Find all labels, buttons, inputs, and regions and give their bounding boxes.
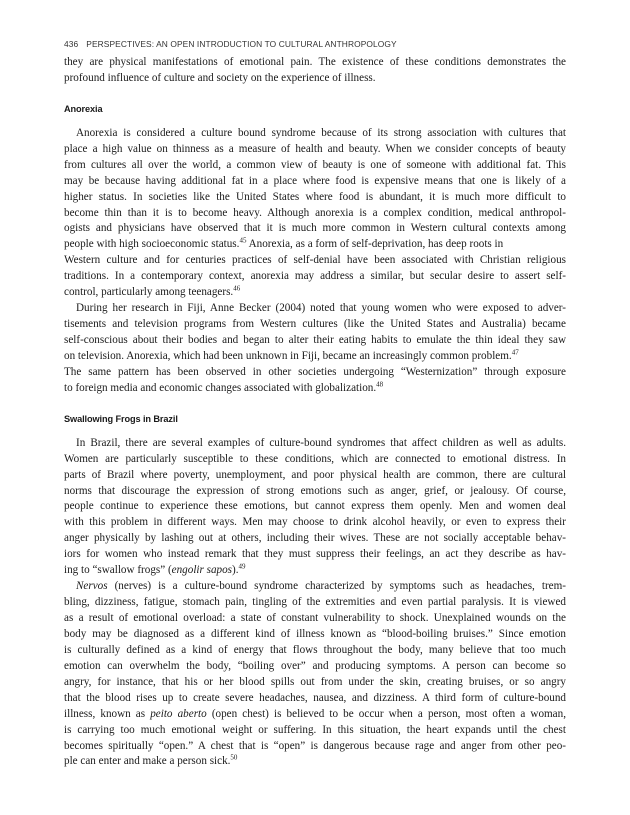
text-run: Anorexia, as a form of self-deprivation, has deep roots in (246, 238, 504, 251)
text-line: from cultures all over the world, a common view of beauty is one of someone with additional fat. This (64, 158, 566, 171)
text-run: ing to “swallow frogs” ( (64, 564, 172, 577)
running-title: PERSPECTIVES: AN OPEN INTRODUCTION TO CULTURAL ANTHROPOLOGY (86, 39, 397, 49)
text-line (64, 707, 566, 723)
page-number: 436 (64, 39, 79, 49)
text-line: During her research in Fiji, Anne Becker (2004) noted that young women who were exposed to adver- (76, 302, 566, 315)
text-run: (nerves) is a culture-bound syndrome characterized by symptoms such as headaches, trem- (107, 580, 566, 593)
text-run: (open chest) is believed to be occur when a person, most often a woman, (206, 707, 566, 720)
text-line: In Brazil, there are several examples of culture-bound syndromes that affect children as well as adults. (76, 436, 566, 449)
footnote-ref: 49 (238, 562, 246, 571)
text-line: profound influence of culture and society on the experience of illness. (64, 71, 376, 84)
text-line: become thin than it is to become heavy. Although anorexia is a complex condition, medical anthropol- (64, 206, 566, 219)
text-line: may be because having additional fat in a place where food is expensive means that one is likely of a (64, 174, 566, 187)
text-line: emotion can overwhelm the body, “boiling over” and producing symptoms. A person can become so (64, 659, 566, 672)
text-line (64, 381, 566, 397)
text-line: body may be diagnosed as a different kind of illness known as “blood-boiling bruises.” Since emotion (64, 627, 566, 640)
text-line: norms that discourage the expression of strong emotions such as anger, grief, or jealousy. Of course, (64, 484, 566, 497)
text-line: as a result of emotional overload: a state of constant vulnerability to shock. Unexplained wounds on the (64, 612, 566, 624)
text-line: Anorexia is considered a culture bound syndrome because of its strong association with cultures that (76, 126, 566, 139)
section-heading-anorexia: Anorexia (64, 103, 103, 114)
italic-term: peito aberto (150, 707, 207, 720)
text-line: ogists and physicians have observed that it is much more common in Western cultural contexts among (64, 222, 566, 235)
text-line: place a high value on thinness as a measure of health and beauty. When we consider concepts of beauty (64, 142, 566, 155)
text-line: people continue to experience these emotions, but cannot express them openly. Men and women deal (64, 500, 566, 513)
text-line (64, 285, 566, 301)
italic-term: engolir sapos (171, 564, 233, 577)
text-line: angry, for instance, that his or her blood spills out from under the skin, creating bruises, or so angry (64, 675, 566, 688)
text-line: bling, dizziness, fatigue, stomach pain, tingling of the extremities and even partial paralysis. It is viewed (64, 596, 566, 609)
text-run: on television. Anorexia, which had been unknown in Fiji, became an increasingly common problem. (64, 349, 512, 362)
text-line (64, 579, 566, 595)
footnote-ref: 47 (511, 348, 519, 357)
section-heading-swallowing-frogs: Swallowing Frogs in Brazil (64, 413, 178, 424)
text-line: higher status. In societies like the United States where food is abundant, it is much more difficult to (64, 190, 566, 203)
text-line: self-conscious about their bodies and began to alter their eating habits to emulate the thin ideal they saw (64, 334, 566, 346)
text-line: they are physical manifestations of emotional pain. The existence of these conditions demonstrates the (64, 56, 566, 68)
text-run: ple can enter and make a person sick. (64, 755, 231, 768)
text-line (64, 563, 566, 579)
text-line: becomes spiritually “open.” A chest that is “open” is dangerous because rage and anger from other peo- (64, 739, 566, 752)
text-line: is carrying too much emotional weight or suffering. In this situation, the heart expands until the chest (64, 723, 566, 736)
running-head (64, 39, 397, 49)
text-run: people with high socioeconomic status. (64, 238, 240, 251)
text-line: tisements and television programs from Western cultures (like the United States and Australia) became (64, 318, 566, 331)
footnote-ref: 45 (239, 236, 247, 245)
text-run: to foreign media and economic changes associated with globalization. (64, 381, 377, 394)
italic-term: Nervos (76, 580, 108, 593)
text-line: is culturally defined as a kind of energy that flows throughout the body, many believe that too much (64, 643, 566, 656)
text-run: illness, known as (64, 707, 151, 720)
text-line: iors for women who instead remark that they must suppress their feelings, an act they describe as hav- (64, 548, 566, 561)
text-run: ). (232, 564, 239, 577)
text-line: parts of Brazil where poverty, unemployment, and poor physical health are common, there are cultural (64, 468, 566, 481)
text-line (64, 754, 566, 770)
footnote-ref: 46 (233, 284, 241, 293)
text-line: traditions. In a contemporary context, anorexia may address a similar, but secular desire to assert self- (64, 270, 566, 283)
text-line: with this problem in different ways. Men may choose to drink alcohol heavily, or even to express their (64, 516, 566, 529)
text-line (64, 237, 566, 253)
text-line: Western culture and for centuries practices of self-denial have been associated with Christian religious (64, 254, 566, 267)
text-line: anger physically by lashing out at others, including their wives. These are not socially acceptable behav- (64, 532, 566, 545)
text-line: Women are particularly susceptible to these conditions, which are connected to emotional distress. In (64, 452, 566, 465)
footnote-ref: 48 (376, 380, 384, 389)
text-run: control, particularly among teenagers. (64, 286, 234, 299)
text-line (64, 349, 566, 365)
footnote-ref: 50 (230, 753, 238, 762)
text-line: that the blood rises up to create severe headaches, nausea, and dizziness. A third form of culture-bound (64, 691, 566, 704)
text-line: The same pattern has been observed in other societies undergoing “Westernization” through exposure (64, 365, 566, 378)
page-body (64, 55, 566, 770)
